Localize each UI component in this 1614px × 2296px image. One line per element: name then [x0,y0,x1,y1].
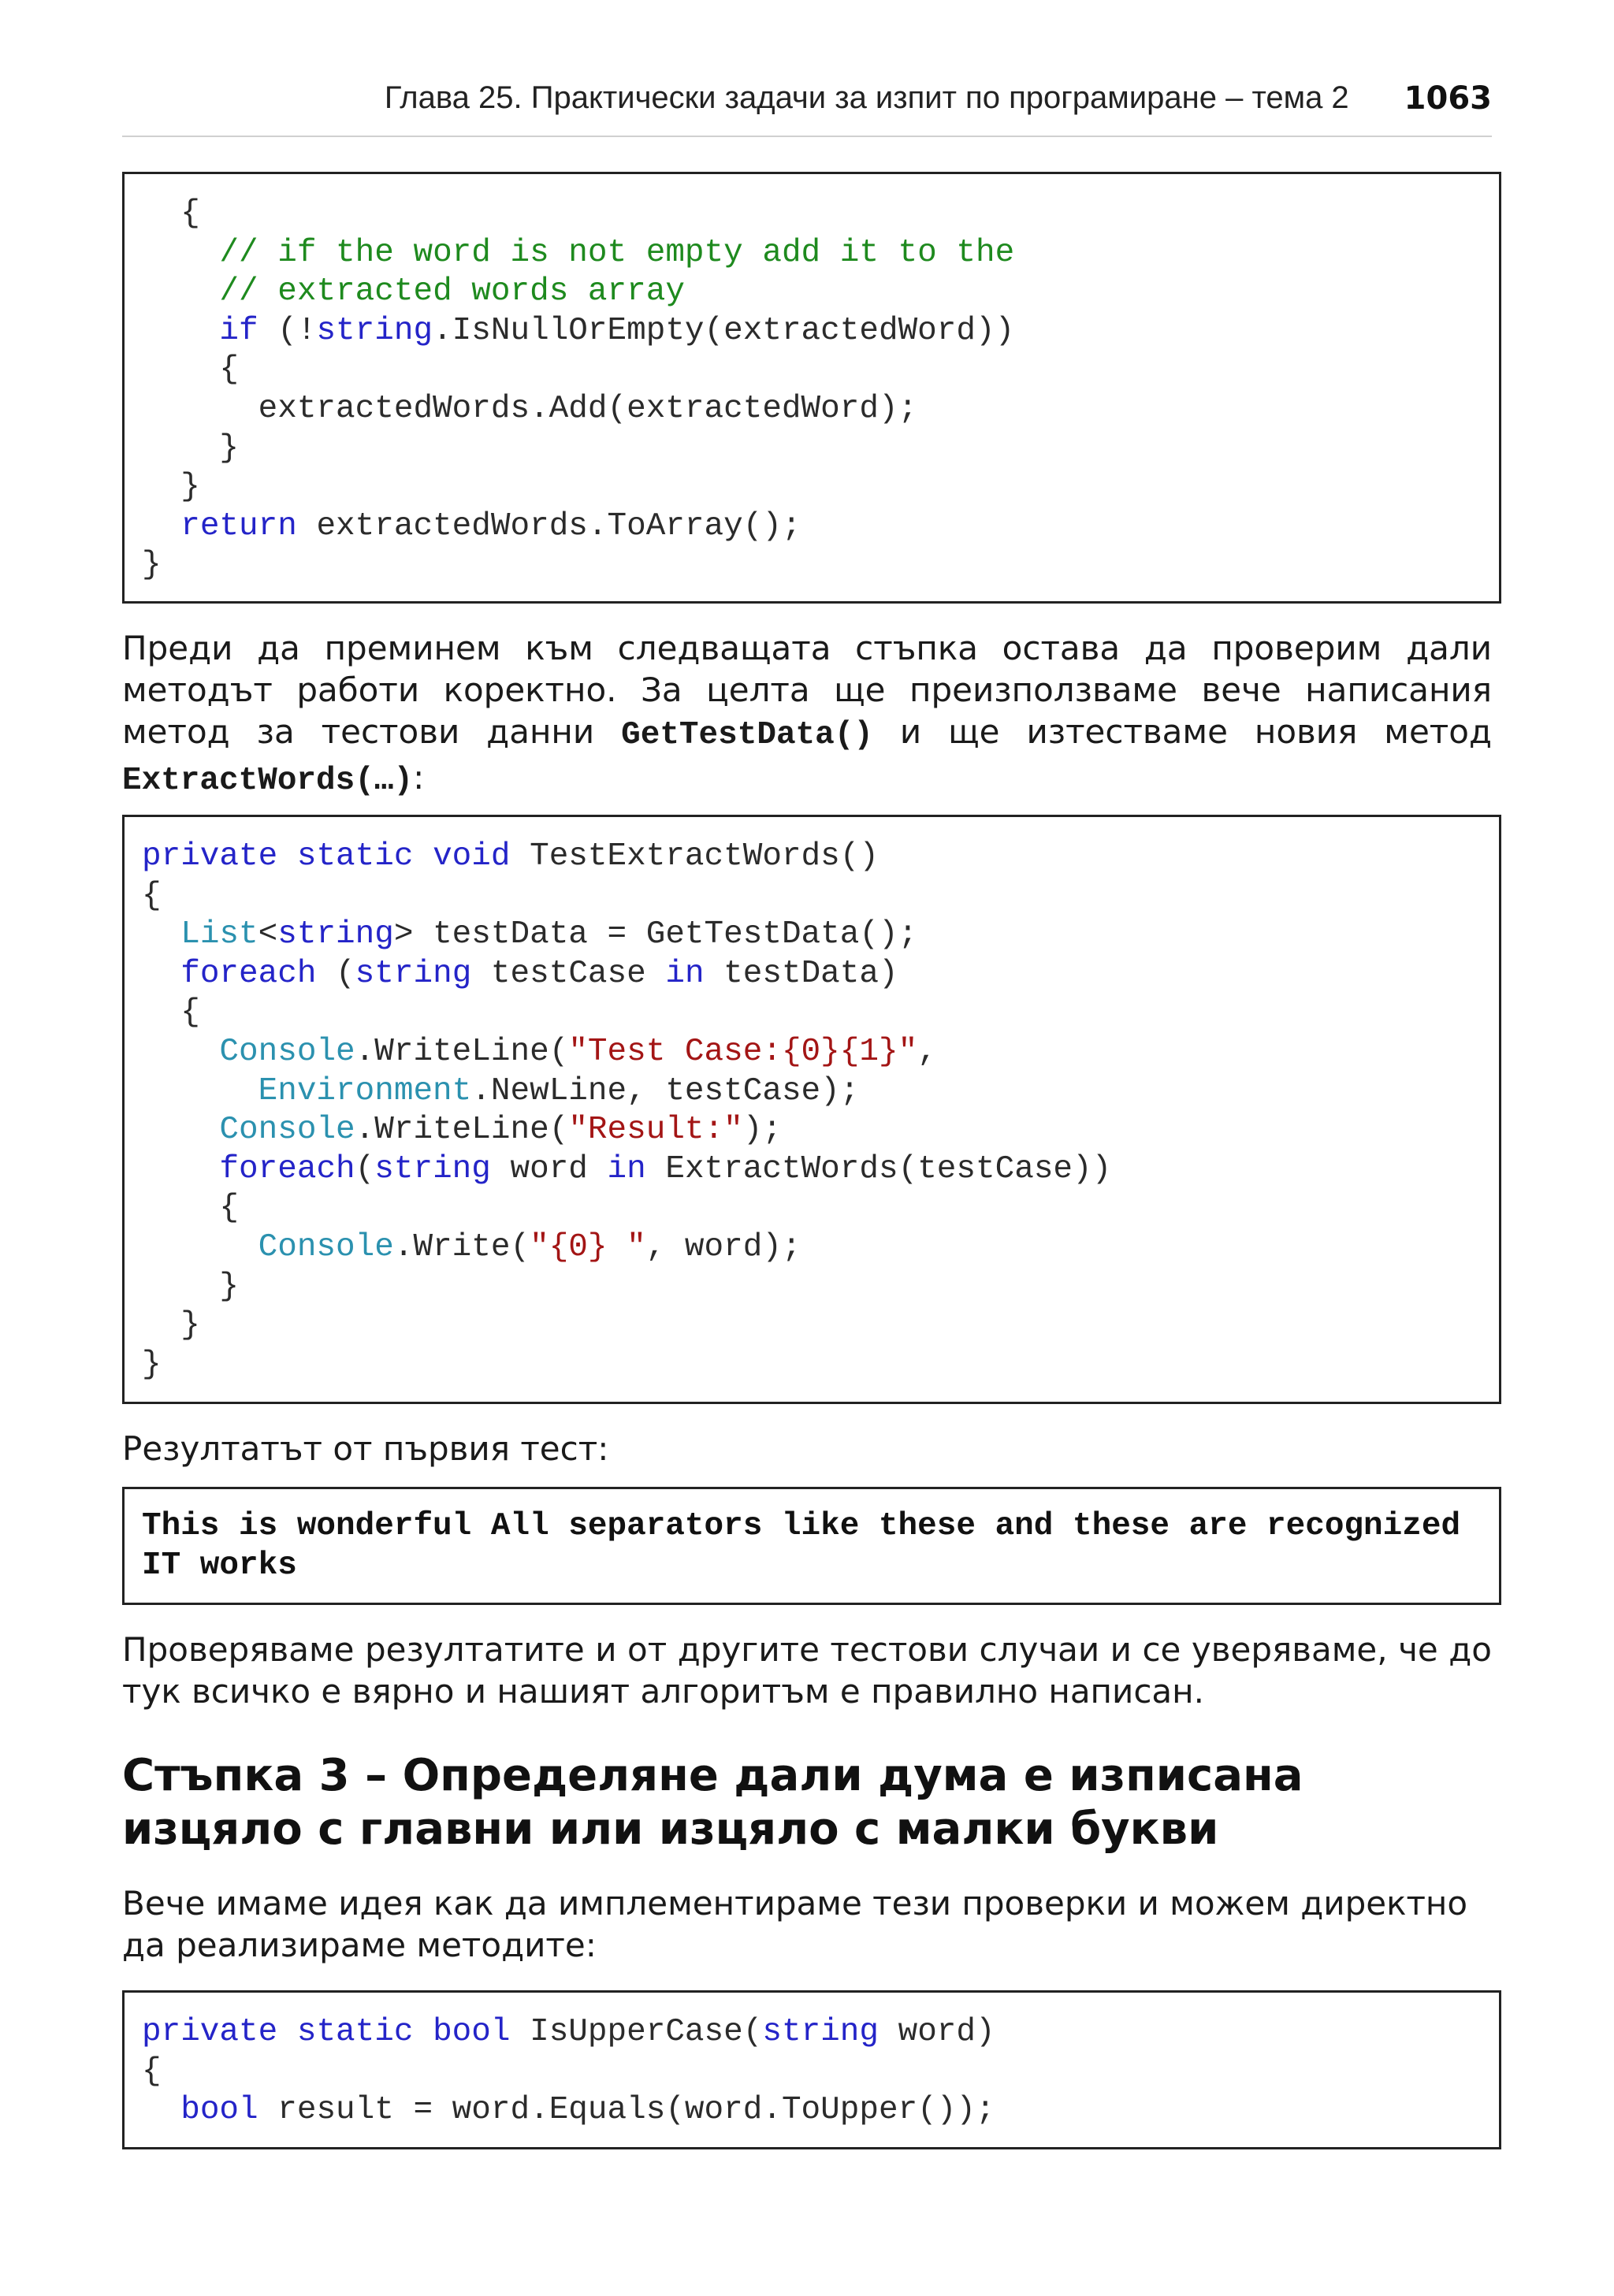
code-token: List [180,916,258,953]
code-token: result = word.Equals(word.ToUpper()); [258,2092,995,2129]
code-token: , [917,1033,937,1070]
section-paragraph: Вече имаме идея как да имплементираме тези проверки и можем директно да реализираме методите: [122,1884,1468,1964]
code-listing [142,2013,1499,2131]
check-paragraph: Проверяваме резултатите и от другите тестови случаи и се уверяваме, че до тук всичко е вярно и нашият алгоритъм е правилно написан. [122,1630,1492,1711]
code-token [142,1112,219,1148]
code-token: void [433,838,511,875]
intro-text: и ще изтестваме новия метод [872,712,1492,751]
code-token: testData) [704,955,898,992]
code-token: .IsNullOrEmpty(extractedWord)) [433,312,1015,349]
chapter-title: Глава 25. Практически задачи за изпит по програмиране – тема 2 [384,80,1349,115]
code-token: .NewLine, testCase); [471,1072,860,1109]
code-token: string [355,955,472,992]
code-token: bool [433,2014,511,2050]
code-token: in [607,1150,646,1187]
code-token: TestExtractWords() [510,838,879,875]
method-name-gettestdata: GetTestData() [621,717,873,753]
code-token: } [142,1268,240,1305]
code-token: { [142,994,200,1031]
code-token: word [490,1150,608,1187]
code-token: } [142,547,162,584]
code-token [277,838,297,875]
code-token: "{0} " [530,1228,646,1265]
code-token: { [142,1190,240,1227]
code-token: testCase [471,955,666,992]
code-token [142,956,180,992]
code-token: private [142,2014,278,2050]
code-token: } [142,469,200,506]
code-token: bool [180,2092,258,2129]
code-token: Console [219,1112,355,1149]
code-token: extractedWords.Add(extractedWord); [142,390,918,427]
code-block-is-upper-case [122,1990,1501,2149]
code-token [142,313,219,349]
code-token: word) [878,2014,995,2050]
code-token: < [258,916,278,953]
code-token [142,1151,219,1187]
code-token [142,1073,258,1109]
code-token: string [316,312,433,349]
code-token: Console [219,1033,355,1070]
code-token: string [762,2014,879,2050]
code-token: .WriteLine( [355,1033,569,1070]
intro-text: Преди да преминем към следващата стъпка остава да проверим дали методът работи коректно. За целта ще преизползваме вече написания метод за тестови данни [122,629,1492,751]
code-token [142,2092,180,2128]
code-token: } [142,1346,162,1383]
method-name-extractwords: ExtractWords(…) [122,763,414,799]
code-token: , word); [645,1228,801,1265]
code-token [413,838,433,875]
code-token: // extracted words array [219,273,685,310]
code-token: // if the word is not empty add it to the [219,234,1015,271]
code-token [142,1229,258,1265]
code-token: } [142,1307,200,1344]
page-header [122,80,1492,137]
code-token [142,235,219,271]
code-token: ); [742,1112,782,1149]
result-label: Резултатът от първия тест: [122,1429,609,1468]
code-token: string [374,1150,491,1187]
code-token: ExtractWords(testCase)) [645,1150,1112,1187]
intro-text: : [413,758,425,797]
code-token: ( [355,1150,375,1187]
code-token: in [665,955,705,992]
code-token: "Result:" [568,1112,743,1149]
code-token: string [277,916,394,953]
intro-paragraph [122,627,1492,802]
page-number: 1063 [1404,80,1492,117]
code-token [142,1034,219,1070]
code-block-extract-words-end [122,172,1501,604]
code-token: { [142,877,162,914]
code-token [142,273,219,310]
code-token: ( [316,955,355,992]
code-token: .Write( [393,1228,530,1265]
code-token: extractedWords.ToArray(); [296,507,801,544]
code-token [142,508,180,544]
code-token: > testData = GetTestData(); [393,916,918,953]
code-token: } [142,429,240,466]
code-token: foreach [219,1150,355,1187]
code-token [413,2014,433,2050]
code-listing [142,838,1499,1384]
code-token: return [180,507,297,544]
code-token: Environment [258,1072,472,1109]
test-result-output: This is wonderful All separators like these and these are recognized IT works [122,1487,1501,1605]
code-token: .WriteLine( [355,1112,569,1149]
code-listing [142,195,1499,585]
code-token: { [142,2053,162,2090]
code-token: Console [258,1228,394,1265]
code-token: (! [258,312,317,349]
code-token: { [142,195,200,232]
code-token: { [142,351,240,388]
code-token: IsUpperCase( [510,2014,763,2050]
code-token: static [296,2014,414,2050]
code-token: private [142,838,278,875]
code-token: foreach [180,955,317,992]
code-token: static [296,838,414,875]
section-heading: Стъпка 3 – Определяне дали дума е изписана изцяло с главни или изцяло с малки букви [122,1750,1303,1855]
code-block-test-extract-words [122,815,1501,1404]
code-token [277,2014,297,2050]
code-token: if [219,312,258,349]
code-token [142,916,180,953]
code-token: "Test Case:{0}{1}" [568,1033,918,1070]
